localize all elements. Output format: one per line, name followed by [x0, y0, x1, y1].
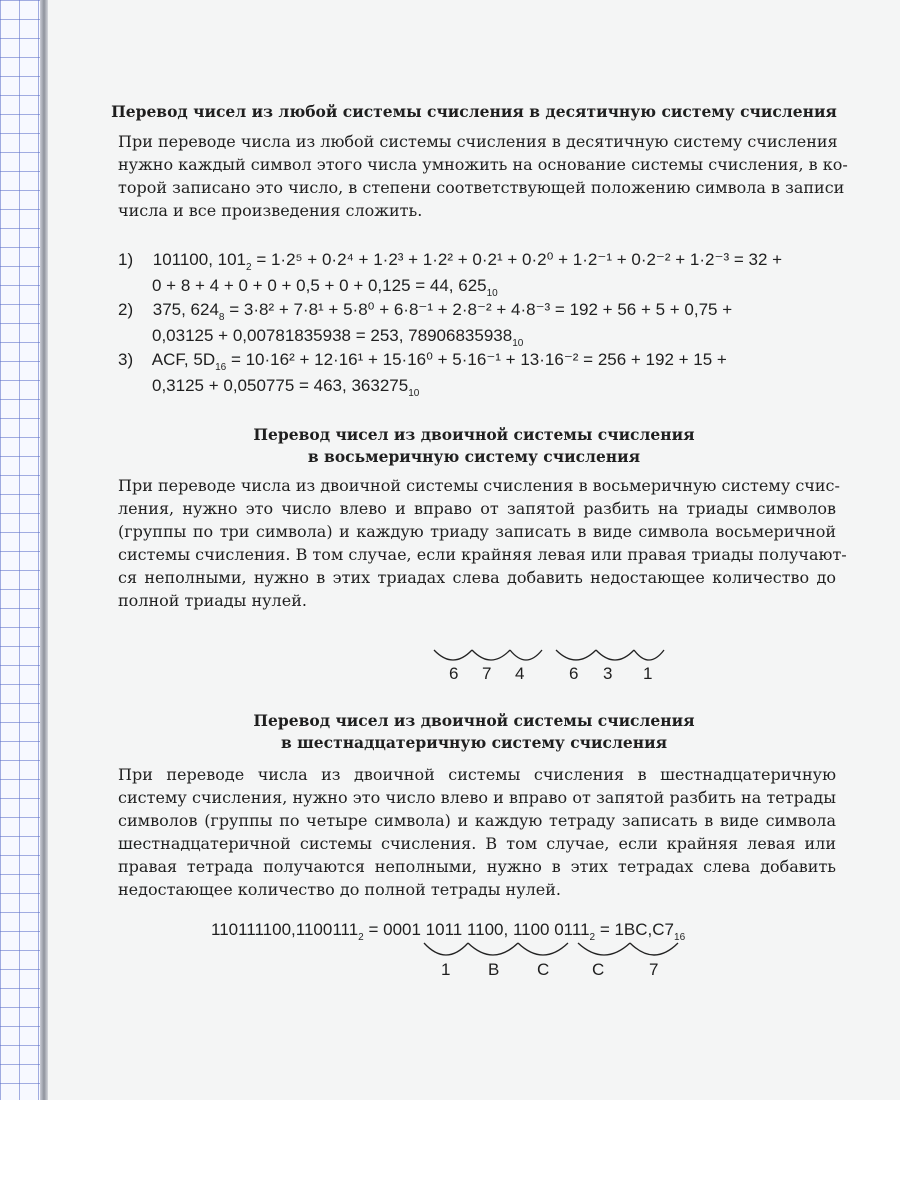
example-expansion: = 10·16² + 12·16¹ + 15·16⁰ + 5·16⁻¹ + 13·16⁻² = 256 + 192 + 15 + — [230, 350, 727, 369]
triad-bracket — [596, 650, 634, 660]
textbook-page — [48, 0, 900, 1100]
example-1-result — [152, 274, 498, 298]
base-subscript: 16 — [215, 362, 227, 373]
triad-bracket — [556, 650, 596, 660]
hex-digit: C — [537, 960, 550, 979]
tetrad-bracket — [468, 943, 518, 955]
paragraph-line: При переводе числа из двоичной системы счисления в шестнадцатеричную — [118, 765, 836, 784]
paragraph-line: системы счисления. В том случае, если крайняя левая или правая триады получают- — [118, 545, 847, 564]
paragraph-line: ся неполными, нужно в этих триадах слева добавить недостающее количество до — [118, 568, 836, 587]
paragraph-line: При переводе числа из двоичной системы счисления в восьмеричную систему счис- — [118, 476, 840, 495]
triad-bracket — [510, 650, 542, 660]
grouped-subscript: 2 — [589, 932, 596, 943]
notebook-binding — [40, 0, 48, 1100]
paragraph-line: систему счисления, нужно это число влево и вправо от запятой разбить на тетрады — [118, 788, 836, 807]
paragraph-line: нужно каждый символ этого числа умножить на основание системы счисления, в ко- — [118, 155, 848, 174]
hex-digit: B — [488, 960, 500, 979]
example-result-line: 0,03125 + 0,00781835938 = 253, 78906835938 — [152, 326, 513, 345]
triad-bracket — [472, 650, 510, 660]
result-subscript: 10 — [486, 288, 498, 299]
section2-heading-line1: Перевод чисел из двоичной системы счисления — [253, 425, 695, 444]
example-result-line: 0 + 8 + 4 + 0 + 0 + 0,5 + 0 + 0,125 = 44, 625 — [152, 276, 487, 295]
section1-heading: Перевод чисел из любой системы счисления в десятичную систему счисления — [111, 102, 837, 121]
example-expansion: = 1·2⁵ + 0·2⁴ + 1·2³ + 1·2² + 0·2¹ + 0·2⁰ + 1·2⁻¹ + 0·2⁻² + 1·2⁻³ = 32 + — [256, 250, 783, 269]
binary-number: 110111100,1100111 — [211, 920, 359, 939]
tetrad-bracket — [518, 943, 568, 955]
section2-paragraph — [118, 474, 847, 612]
example-expansion: = 3·8² + 7·8¹ + 5·8⁰ + 6·8⁻¹ + 2·8⁻² + 4·8⁻³ = 192 + 56 + 5 + 0,75 + — [229, 300, 733, 319]
section2-heading-line2: в восьмеричную систему счисления — [307, 447, 641, 466]
tetrad-bracket — [630, 943, 678, 955]
example-3-result — [152, 374, 419, 398]
triad-bracket — [634, 650, 664, 660]
example-1 — [118, 248, 782, 272]
paragraph-line: торой записано это число, в степени соответствующей положению символа в записи — [118, 178, 845, 197]
hex-digit: C — [592, 960, 605, 979]
grouped-binary: = 0001 1011 1100, 1100 0111 — [368, 920, 590, 939]
binary-subscript: 2 — [358, 932, 364, 943]
paragraph-line: ления, нужно это число влево и вправо от запятой разбить на триады символов — [118, 499, 836, 518]
paragraph-line: (группы по три символа) и каждую триаду записать в виде символа восьмеричной — [118, 522, 836, 541]
example-base-number: ACF, 5D — [151, 350, 216, 369]
octal-digit: 6 — [569, 664, 579, 683]
result-subscript: 10 — [408, 388, 420, 399]
paragraph-line: недостающее количество до полной тетрады нулей. — [118, 880, 562, 899]
example-number: 1) — [118, 250, 134, 269]
triad-brackets — [48, 640, 900, 670]
example-base-number: 375, 624 — [152, 300, 219, 319]
paragraph-line: символов (группы по четыре символа) и каждую тетраду записать в виде символа — [118, 811, 836, 830]
octal-digit: 4 — [515, 664, 525, 683]
paragraph-line: числа и все произведения сложить. — [118, 201, 423, 220]
hex-digit: 1 — [441, 960, 451, 979]
paragraph-line: правая тетрада получаются неполными, нужно в этих тетрадах слева добавить — [118, 857, 836, 876]
example-number: 3) — [118, 350, 134, 369]
section3-paragraph — [118, 763, 836, 901]
octal-digit: 3 — [603, 664, 613, 683]
hex-result: = 1BC,C7 — [599, 920, 675, 939]
section3-heading-line2: в шестнадцатеричную систему счисления — [280, 733, 668, 752]
example-3 — [118, 348, 727, 372]
tetrad-bracket — [424, 943, 468, 955]
paragraph-line: шестнадцатеричной системы счисления. В том случае, если крайняя левая или — [118, 834, 836, 853]
octal-digit: 1 — [643, 664, 653, 683]
example-2-result — [152, 324, 523, 348]
tetrad-brackets — [48, 935, 900, 965]
example-number: 2) — [118, 300, 134, 319]
base-subscript: 8 — [218, 312, 225, 323]
triad-bracket — [434, 650, 472, 660]
section1-paragraph — [118, 130, 848, 222]
example-result-line: 0,3125 + 0,050775 = 463, 363275 — [152, 376, 409, 395]
tetrad-bracket — [578, 943, 630, 955]
hex-digit: 7 — [649, 960, 659, 979]
section3-heading-line1: Перевод чисел из двоичной системы счисления — [253, 711, 695, 730]
octal-digit: 7 — [482, 664, 492, 683]
octal-digit: 6 — [449, 664, 459, 683]
example-2 — [118, 298, 732, 322]
paragraph-line: При переводе числа из любой системы счисления в десятичную систему счисления — [118, 132, 838, 151]
hex-result-subscript: 16 — [674, 932, 686, 943]
paragraph-line: полной триады нулей. — [118, 591, 307, 610]
base-subscript: 2 — [246, 262, 252, 273]
result-subscript: 10 — [512, 338, 524, 349]
example-base-number: 101100, 101 — [152, 250, 247, 269]
